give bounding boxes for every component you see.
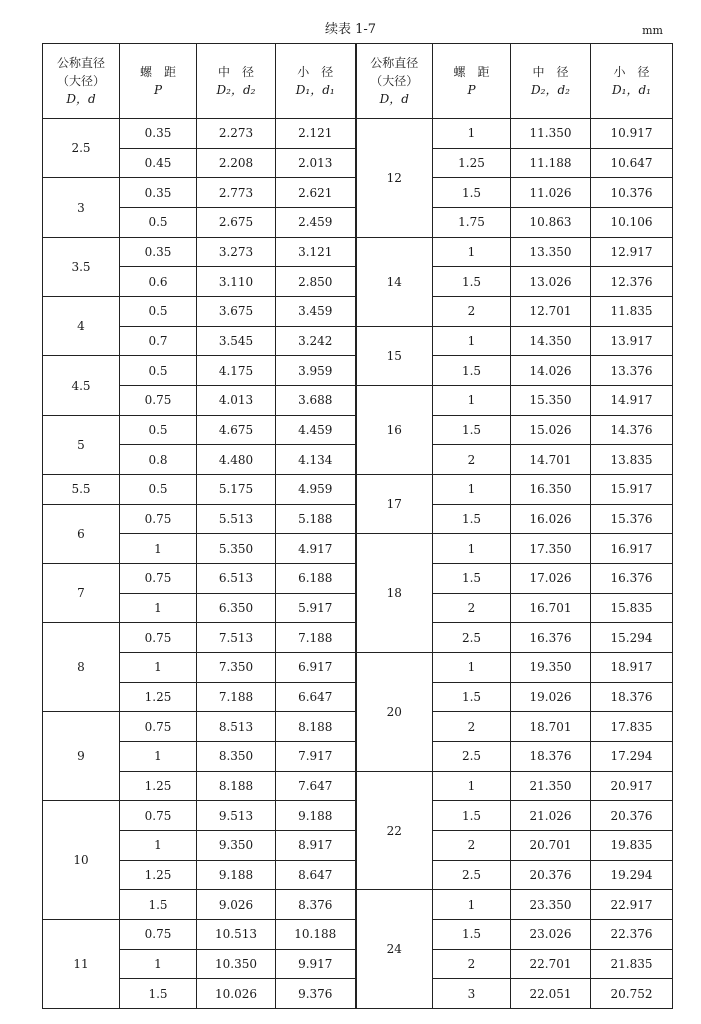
header-pitch-line-1: 螺 距 xyxy=(139,65,176,79)
pitch-cell-right: 1.5 xyxy=(433,564,511,594)
pitch-cell-right: 2 xyxy=(433,831,511,861)
minor-diameter-cell-right: 20.917 xyxy=(591,771,673,801)
minor-diameter-cell-right: 16.917 xyxy=(591,534,673,564)
pitch-diameter-cell-left: 10.026 xyxy=(197,979,276,1009)
minor-diameter-cell-left: 3.242 xyxy=(276,326,356,356)
minor-diameter-cell-right: 20.376 xyxy=(591,801,673,831)
minor-diameter-cell-right: 21.835 xyxy=(591,949,673,979)
header-minor-dia-line-1: 小 径 xyxy=(297,65,334,79)
pitch-diameter-cell-left: 2.208 xyxy=(197,148,276,178)
table-row xyxy=(43,534,673,564)
pitch-diameter-cell-left: 3.545 xyxy=(197,326,276,356)
minor-diameter-cell-left: 5.188 xyxy=(276,504,356,534)
minor-diameter-cell-left: 2.459 xyxy=(276,208,356,238)
minor-diameter-cell-left: 2.121 xyxy=(276,119,356,149)
pitch-diameter-cell-right: 22.051 xyxy=(511,979,591,1009)
pitch-cell-left: 1 xyxy=(120,593,197,623)
thread-dimension-table xyxy=(42,43,673,1009)
header-nominal-line-1: 公称直径 xyxy=(370,56,419,70)
table-caption: 续表 1-7 xyxy=(324,22,377,37)
nominal-diameter-cell-right: 14 xyxy=(356,237,433,326)
nominal-diameter-cell-left: 3.5 xyxy=(43,237,120,296)
minor-diameter-cell-left: 7.188 xyxy=(276,623,356,653)
nominal-diameter-cell-right: 15 xyxy=(356,326,433,385)
pitch-cell-right: 1.5 xyxy=(433,178,511,208)
nominal-diameter-cell-right: 20 xyxy=(356,653,433,772)
pitch-diameter-cell-left: 3.273 xyxy=(197,237,276,267)
pitch-diameter-cell-right: 21.350 xyxy=(511,771,591,801)
pitch-cell-left: 0.5 xyxy=(120,208,197,238)
pitch-cell-right: 1.75 xyxy=(433,208,511,238)
pitch-cell-left: 0.35 xyxy=(120,237,197,267)
pitch-cell-left: 1 xyxy=(120,742,197,772)
header-pitch-dia-line-1: 中 径 xyxy=(217,65,254,79)
pitch-cell-left: 0.5 xyxy=(120,475,197,505)
header-minor-dia-line-1: 小 径 xyxy=(613,65,650,79)
minor-diameter-cell-right: 19.835 xyxy=(591,831,673,861)
pitch-diameter-cell-right: 17.350 xyxy=(511,534,591,564)
pitch-cell-left: 0.75 xyxy=(120,623,197,653)
pitch-diameter-cell-right: 19.026 xyxy=(511,682,591,712)
minor-diameter-cell-left: 7.647 xyxy=(276,771,356,801)
pitch-diameter-cell-left: 3.110 xyxy=(197,267,276,297)
minor-diameter-cell-right: 15.376 xyxy=(591,504,673,534)
nominal-diameter-cell-left: 9 xyxy=(43,712,120,801)
pitch-diameter-cell-right: 14.701 xyxy=(511,445,591,475)
header-nominal-diameter-right xyxy=(356,44,433,119)
pitch-cell-left: 1 xyxy=(120,653,197,683)
minor-diameter-cell-left: 9.188 xyxy=(276,801,356,831)
minor-diameter-cell-left: 4.917 xyxy=(276,534,356,564)
pitch-diameter-cell-left: 3.675 xyxy=(197,297,276,327)
minor-diameter-cell-left: 7.917 xyxy=(276,742,356,772)
pitch-diameter-cell-right: 20.376 xyxy=(511,860,591,890)
pitch-cell-left: 1.5 xyxy=(120,979,197,1009)
minor-diameter-cell-left: 3.688 xyxy=(276,386,356,416)
header-nominal-line-2: （大径） xyxy=(370,74,419,88)
table-row xyxy=(43,653,673,683)
minor-diameter-cell-left: 2.850 xyxy=(276,267,356,297)
pitch-diameter-cell-right: 23.026 xyxy=(511,920,591,950)
pitch-cell-right: 2.5 xyxy=(433,742,511,772)
header-pitch-dia-line-2: D₂，d₂ xyxy=(216,83,256,97)
pitch-diameter-cell-left: 9.513 xyxy=(197,801,276,831)
pitch-cell-right: 3 xyxy=(433,979,511,1009)
pitch-cell-left: 0.8 xyxy=(120,445,197,475)
header-minor-diameter-left xyxy=(276,44,356,119)
minor-diameter-cell-right: 12.376 xyxy=(591,267,673,297)
pitch-cell-right: 1.25 xyxy=(433,148,511,178)
header-nominal-line-3: D，d xyxy=(379,92,409,106)
pitch-cell-left: 1.25 xyxy=(120,682,197,712)
nominal-diameter-cell-left: 3 xyxy=(43,178,120,237)
pitch-diameter-cell-left: 4.675 xyxy=(197,415,276,445)
minor-diameter-cell-left: 3.459 xyxy=(276,297,356,327)
table-row xyxy=(43,475,673,505)
pitch-cell-right: 1 xyxy=(433,475,511,505)
header-pitch-line-2: P xyxy=(467,83,476,97)
minor-diameter-cell-right: 14.376 xyxy=(591,415,673,445)
pitch-diameter-cell-right: 21.026 xyxy=(511,801,591,831)
pitch-diameter-cell-right: 19.350 xyxy=(511,653,591,683)
pitch-diameter-cell-left: 8.513 xyxy=(197,712,276,742)
pitch-cell-right: 1.5 xyxy=(433,801,511,831)
minor-diameter-cell-right: 13.376 xyxy=(591,356,673,386)
unit-label: mm xyxy=(642,24,663,37)
header-row xyxy=(43,44,673,119)
minor-diameter-cell-right: 11.835 xyxy=(591,297,673,327)
minor-diameter-cell-right: 15.294 xyxy=(591,623,673,653)
pitch-diameter-cell-right: 15.350 xyxy=(511,386,591,416)
minor-diameter-cell-left: 8.376 xyxy=(276,890,356,920)
header-pitch-line-2: P xyxy=(153,83,163,97)
header-nominal-diameter-left xyxy=(43,44,120,119)
header-pitch-dia-line-1: 中 径 xyxy=(532,65,569,79)
pitch-diameter-cell-right: 16.350 xyxy=(511,475,591,505)
pitch-cell-right: 1.5 xyxy=(433,920,511,950)
pitch-cell-right: 2 xyxy=(433,445,511,475)
pitch-cell-right: 1.5 xyxy=(433,415,511,445)
nominal-diameter-cell-left: 6 xyxy=(43,504,120,563)
minor-diameter-cell-right: 17.835 xyxy=(591,712,673,742)
pitch-cell-right: 1 xyxy=(433,237,511,267)
header-nominal-line-2: （大径） xyxy=(56,74,105,88)
table-row xyxy=(43,119,673,149)
header-pitch-line-1: 螺 距 xyxy=(453,65,490,79)
minor-diameter-cell-right: 15.917 xyxy=(591,475,673,505)
pitch-diameter-cell-left: 10.350 xyxy=(197,949,276,979)
pitch-diameter-cell-right: 18.376 xyxy=(511,742,591,772)
pitch-diameter-cell-right: 11.026 xyxy=(511,178,591,208)
pitch-diameter-cell-right: 16.026 xyxy=(511,504,591,534)
pitch-diameter-cell-right: 16.701 xyxy=(511,593,591,623)
header-pitch-diameter-left xyxy=(197,44,276,119)
minor-diameter-cell-left: 2.013 xyxy=(276,148,356,178)
table-body xyxy=(43,119,673,1009)
nominal-diameter-cell-left: 5.5 xyxy=(43,475,120,505)
pitch-cell-right: 2 xyxy=(433,297,511,327)
minor-diameter-cell-right: 10.917 xyxy=(591,119,673,149)
minor-diameter-cell-left: 5.917 xyxy=(276,593,356,623)
pitch-cell-right: 1 xyxy=(433,890,511,920)
pitch-cell-left: 0.75 xyxy=(120,920,197,950)
pitch-cell-left: 1.5 xyxy=(120,890,197,920)
pitch-cell-left: 0.7 xyxy=(120,326,197,356)
pitch-diameter-cell-left: 6.513 xyxy=(197,564,276,594)
pitch-diameter-cell-right: 20.701 xyxy=(511,831,591,861)
nominal-diameter-cell-left: 4.5 xyxy=(43,356,120,415)
pitch-diameter-cell-left: 6.350 xyxy=(197,593,276,623)
pitch-diameter-cell-left: 5.350 xyxy=(197,534,276,564)
table-row xyxy=(43,386,673,416)
minor-diameter-cell-left: 6.647 xyxy=(276,682,356,712)
header-nominal-line-1: 公称直径 xyxy=(56,56,105,70)
nominal-diameter-cell-right: 18 xyxy=(356,534,433,653)
table-row xyxy=(43,326,673,356)
nominal-diameter-cell-left: 7 xyxy=(43,564,120,623)
minor-diameter-cell-right: 16.376 xyxy=(591,564,673,594)
pitch-cell-right: 2 xyxy=(433,712,511,742)
pitch-diameter-cell-right: 11.188 xyxy=(511,148,591,178)
minor-diameter-cell-left: 6.917 xyxy=(276,653,356,683)
pitch-cell-left: 0.6 xyxy=(120,267,197,297)
minor-diameter-cell-left: 6.188 xyxy=(276,564,356,594)
nominal-diameter-cell-left: 5 xyxy=(43,415,120,474)
minor-diameter-cell-right: 18.376 xyxy=(591,682,673,712)
nominal-diameter-cell-right: 22 xyxy=(356,771,433,890)
pitch-cell-left: 0.5 xyxy=(120,297,197,327)
pitch-cell-right: 2.5 xyxy=(433,860,511,890)
minor-diameter-cell-left: 4.459 xyxy=(276,415,356,445)
pitch-diameter-cell-left: 4.480 xyxy=(197,445,276,475)
pitch-cell-left: 0.75 xyxy=(120,504,197,534)
pitch-cell-left: 0.75 xyxy=(120,712,197,742)
minor-diameter-cell-right: 10.106 xyxy=(591,208,673,238)
minor-diameter-cell-left: 4.134 xyxy=(276,445,356,475)
pitch-diameter-cell-left: 9.350 xyxy=(197,831,276,861)
pitch-diameter-cell-left: 7.513 xyxy=(197,623,276,653)
pitch-cell-right: 1 xyxy=(433,771,511,801)
pitch-diameter-cell-left: 8.188 xyxy=(197,771,276,801)
header-minor-dia-line-2: D₁，d₁ xyxy=(295,83,335,97)
pitch-diameter-cell-left: 7.188 xyxy=(197,682,276,712)
pitch-cell-left: 1 xyxy=(120,534,197,564)
pitch-cell-left: 0.75 xyxy=(120,801,197,831)
minor-diameter-cell-right: 22.917 xyxy=(591,890,673,920)
minor-diameter-cell-right: 19.294 xyxy=(591,860,673,890)
minor-diameter-cell-right: 10.376 xyxy=(591,178,673,208)
pitch-cell-right: 1 xyxy=(433,534,511,564)
minor-diameter-cell-right: 13.917 xyxy=(591,326,673,356)
table-row xyxy=(43,890,673,920)
pitch-diameter-cell-left: 7.350 xyxy=(197,653,276,683)
pitch-cell-right: 2 xyxy=(433,949,511,979)
minor-diameter-cell-right: 17.294 xyxy=(591,742,673,772)
pitch-cell-left: 0.35 xyxy=(120,119,197,149)
pitch-cell-left: 0.5 xyxy=(120,415,197,445)
minor-diameter-cell-right: 18.917 xyxy=(591,653,673,683)
pitch-diameter-cell-left: 9.026 xyxy=(197,890,276,920)
pitch-cell-left: 0.35 xyxy=(120,178,197,208)
pitch-diameter-cell-right: 12.701 xyxy=(511,297,591,327)
pitch-cell-right: 2 xyxy=(433,593,511,623)
pitch-diameter-cell-right: 14.026 xyxy=(511,356,591,386)
pitch-diameter-cell-left: 10.513 xyxy=(197,920,276,950)
header-nominal-line-3: D，d xyxy=(66,92,96,106)
pitch-diameter-cell-right: 11.350 xyxy=(511,119,591,149)
minor-diameter-cell-right: 14.917 xyxy=(591,386,673,416)
header-pitch-diameter-right xyxy=(511,44,591,119)
pitch-cell-left: 1 xyxy=(120,949,197,979)
minor-diameter-cell-left: 8.188 xyxy=(276,712,356,742)
pitch-diameter-cell-right: 14.350 xyxy=(511,326,591,356)
minor-diameter-cell-right: 20.752 xyxy=(591,979,673,1009)
nominal-diameter-cell-right: 17 xyxy=(356,475,433,534)
pitch-diameter-cell-right: 10.863 xyxy=(511,208,591,238)
minor-diameter-cell-right: 13.835 xyxy=(591,445,673,475)
pitch-cell-right: 1 xyxy=(433,326,511,356)
pitch-cell-left: 0.45 xyxy=(120,148,197,178)
pitch-cell-left: 0.75 xyxy=(120,386,197,416)
minor-diameter-cell-right: 10.647 xyxy=(591,148,673,178)
nominal-diameter-cell-right: 12 xyxy=(356,119,433,238)
pitch-diameter-cell-right: 16.376 xyxy=(511,623,591,653)
table-row xyxy=(43,237,673,267)
pitch-cell-right: 1.5 xyxy=(433,267,511,297)
pitch-cell-right: 1.5 xyxy=(433,356,511,386)
pitch-diameter-cell-left: 2.675 xyxy=(197,208,276,238)
pitch-cell-left: 1.25 xyxy=(120,860,197,890)
header-minor-dia-line-2: D₁，d₁ xyxy=(612,83,651,97)
pitch-diameter-cell-left: 9.188 xyxy=(197,860,276,890)
table-row xyxy=(43,771,673,801)
minor-diameter-cell-right: 22.376 xyxy=(591,920,673,950)
minor-diameter-cell-left: 8.647 xyxy=(276,860,356,890)
pitch-cell-left: 0.75 xyxy=(120,564,197,594)
nominal-diameter-cell-right: 24 xyxy=(356,890,433,1009)
minor-diameter-cell-left: 8.917 xyxy=(276,831,356,861)
header-pitch-right xyxy=(433,44,511,119)
header-pitch-left xyxy=(120,44,197,119)
pitch-cell-right: 1 xyxy=(433,119,511,149)
pitch-cell-left: 1.25 xyxy=(120,771,197,801)
pitch-diameter-cell-left: 2.273 xyxy=(197,119,276,149)
pitch-cell-left: 1 xyxy=(120,831,197,861)
minor-diameter-cell-right: 15.835 xyxy=(591,593,673,623)
nominal-diameter-cell-left: 8 xyxy=(43,623,120,712)
minor-diameter-cell-left: 2.621 xyxy=(276,178,356,208)
pitch-diameter-cell-right: 13.350 xyxy=(511,237,591,267)
nominal-diameter-cell-right: 16 xyxy=(356,386,433,475)
header-pitch-dia-line-2: D₂，d₂ xyxy=(531,83,570,97)
pitch-diameter-cell-left: 4.175 xyxy=(197,356,276,386)
pitch-cell-right: 1 xyxy=(433,386,511,416)
pitch-diameter-cell-right: 15.026 xyxy=(511,415,591,445)
minor-diameter-cell-left: 3.959 xyxy=(276,356,356,386)
pitch-diameter-cell-right: 13.026 xyxy=(511,267,591,297)
pitch-diameter-cell-left: 8.350 xyxy=(197,742,276,772)
minor-diameter-cell-left: 10.188 xyxy=(276,920,356,950)
minor-diameter-cell-left: 9.376 xyxy=(276,979,356,1009)
pitch-cell-right: 1.5 xyxy=(433,682,511,712)
minor-diameter-cell-left: 9.917 xyxy=(276,949,356,979)
pitch-diameter-cell-right: 23.350 xyxy=(511,890,591,920)
pitch-diameter-cell-right: 18.701 xyxy=(511,712,591,742)
minor-diameter-cell-right: 12.917 xyxy=(591,237,673,267)
pitch-cell-left: 0.5 xyxy=(120,356,197,386)
pitch-diameter-cell-right: 17.026 xyxy=(511,564,591,594)
minor-diameter-cell-left: 4.959 xyxy=(276,475,356,505)
nominal-diameter-cell-left: 2.5 xyxy=(43,119,120,178)
pitch-cell-right: 1 xyxy=(433,653,511,683)
pitch-diameter-cell-left: 5.513 xyxy=(197,504,276,534)
nominal-diameter-cell-left: 11 xyxy=(43,920,120,1009)
nominal-diameter-cell-left: 4 xyxy=(43,297,120,356)
minor-diameter-cell-left: 3.121 xyxy=(276,237,356,267)
nominal-diameter-cell-left: 10 xyxy=(43,801,120,920)
pitch-diameter-cell-right: 22.701 xyxy=(511,949,591,979)
pitch-diameter-cell-left: 5.175 xyxy=(197,475,276,505)
pitch-cell-right: 1.5 xyxy=(433,504,511,534)
header-minor-diameter-right xyxy=(591,44,673,119)
pitch-cell-right: 2.5 xyxy=(433,623,511,653)
pitch-diameter-cell-left: 4.013 xyxy=(197,386,276,416)
pitch-diameter-cell-left: 2.773 xyxy=(197,178,276,208)
